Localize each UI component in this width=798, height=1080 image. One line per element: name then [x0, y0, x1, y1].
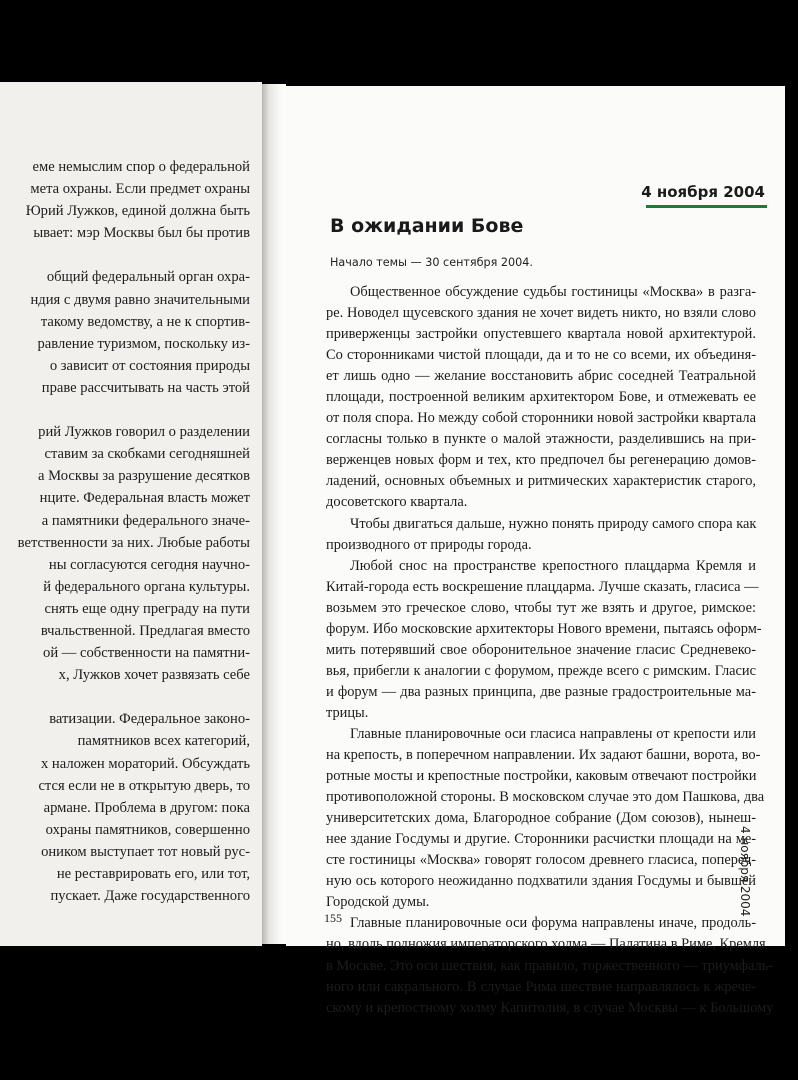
left-text-line: стся если не в открытую дверь, то: [38, 777, 250, 794]
article-body-line: Чтобы двигаться дальше, нужно понять природу самого спора как: [350, 515, 757, 532]
left-text-line: ветственности за них. Любые работы: [17, 534, 250, 551]
left-page: [0, 82, 262, 946]
left-text-line: снять еще одну преграду на пути: [44, 600, 250, 617]
left-text-line: ставим за скобками сегодняшней: [44, 446, 250, 463]
article-body-line: площади, построенной великим архитектором Бове, и отмежевать ее: [326, 389, 756, 406]
article-body-line: трицы.: [326, 704, 369, 721]
article-body-line: университетских дома, Благородное собрание (Дом союзов), нынеш-: [326, 810, 756, 827]
book-spine: [262, 84, 286, 944]
article-body-line: скому и крепостному холму Капитолия, в случае Москвы — к Большому: [326, 999, 774, 1016]
left-text-line: оником выступает тот новый рус-: [41, 843, 250, 860]
article-body-line: ного или сакрального. В случае Рима шествие направлялось к жрече-: [326, 978, 756, 995]
article-body-line: сте гостиницы «Москва» говорят голосом древнего гласиса, попереч-: [326, 852, 756, 869]
left-text-line: о зависит от состояния природы: [49, 357, 250, 374]
article-body-line: мить потерявший свое оборонительное значение гласис Средневеко-: [326, 641, 756, 658]
header-rule: [646, 205, 767, 208]
topic-start: Начало темы — 30 сентября 2004.: [330, 256, 533, 269]
left-text-line: общий федеральный орган охра-: [46, 269, 250, 286]
left-text-line: вчальственной. Предлагая вместо: [40, 622, 250, 639]
right-page: [286, 86, 785, 1016]
left-text-line: й федерального органа культуры.: [43, 578, 250, 595]
article-body-line: ладений, основных объемных и ритмических характеристик старого,: [326, 473, 756, 490]
left-text-line: ндия с двумя равно значительными: [30, 291, 250, 308]
left-text-line: не реставрировать его, или тот,: [56, 866, 250, 882]
left-text-line: охраны памятников, совершенно: [45, 821, 250, 838]
left-text-line: ватизации. Федеральное законо-: [49, 711, 250, 728]
left-text-line: [0, 399, 250, 421]
article-body-line: ре. Новодел щусевского здания не хочет видеть никто, но взяли слово: [326, 305, 756, 322]
article-body-line: Китай-города есть воскрешение плацдарма. Лучше сказать, гласиса —: [326, 578, 759, 595]
left-text-line: такому ведомству, а не к спортив-: [40, 313, 250, 330]
article-body-line: приверженцы застройки опустевшего квартала новой архитектурой.: [326, 326, 756, 343]
article-body-line: нее здание Госдумы и другие. Сторонники расчистки площади на ме-: [326, 831, 756, 848]
left-text-line: памятников всех категорий,: [77, 733, 250, 750]
left-text-line: армане. Проблема в другом: пока: [43, 799, 250, 816]
left-text-line: Юрий Лужков, единой должна быть: [25, 203, 250, 220]
article-body-line: Городской думы.: [326, 894, 430, 911]
article-body-line: форум. Ибо московские архитекторы Нового времени, пытаясь оформ-: [326, 620, 762, 637]
article-body-line: ет лишь одно — желание восстановить абрис соседней Театральной: [326, 368, 756, 385]
left-text-line: а Москвы за разрушение десятков: [38, 468, 250, 485]
left-text-line: еме немыслим спор о федеральной: [32, 159, 250, 175]
article-body-line: на крепость, в поперечном направлении. Их задают башни, ворота, во-: [326, 747, 761, 764]
article-body-line: Любой снос на пространстве крепостного плацдарма Кремля и: [350, 557, 756, 574]
left-text-line: [0, 686, 250, 708]
article-title: В ожидании Бове: [330, 215, 524, 237]
article-body-line: но, вдоль подножия императорского холма — Палатина в Риме, Кремля: [326, 936, 766, 953]
left-text-line: ны согласуются сегодня научно-: [48, 556, 250, 573]
running-head: [738, 826, 798, 986]
article-body-line: согласны только в пункте о малой этажности, разделившись на при-: [326, 431, 756, 448]
left-text-line: мета охраны. Если предмет охраны: [30, 181, 250, 198]
left-text-line: ывает: мэр Москвы был бы против: [33, 225, 250, 242]
left-text-line: ой — собственности на памятни-: [43, 645, 250, 662]
page-number: 155: [324, 911, 342, 925]
left-text-line: х наложен мораторий. Обсуждать: [40, 755, 250, 772]
article-body-line: Общественное обсуждение судьбы гостиницы «Москва» в разга-: [350, 284, 756, 300]
left-text-line: нците. Федеральная власть может: [39, 490, 250, 507]
article-body-line: противоположной стороны. В московском случае это дом Пашкова, два: [326, 789, 765, 806]
left-text-line: пускает. Даже государственного: [50, 888, 250, 905]
article-body-line: возьмем это греческое слово, чтобы тут же взять и другое, римское:: [326, 599, 756, 616]
article-body-line: Главные планировочные оси форума направлены иначе, продоль-: [350, 915, 756, 932]
article-body-line: Главные планировочные оси гласиса направлены от крепости или: [350, 725, 756, 742]
article-body-line: от поля спора. Но между собой сторонники новой застройки квартала: [326, 410, 756, 427]
article-body-line: ную ось которого неожиданно подхватили здания Госдумы и бывшей: [326, 873, 756, 890]
article-body-line: Со сторонниками чистой площади, да и то не со всеми, их объединя-: [326, 347, 756, 364]
left-text-line: праве рассчитывать на часть этой: [41, 379, 250, 396]
article-body-line: верженцев новых форм и тех, кто предпочел бы регенерацию домов-: [326, 452, 756, 469]
running-head-text: 4 ноября 2004: [738, 826, 752, 917]
article-body-line: производного от природы города.: [326, 536, 532, 553]
header-date: 4 ноября 2004: [641, 183, 765, 201]
article-body-line: ротные мосты и крепостные постройки, каковым отвечают постройки: [326, 768, 757, 785]
article-body-line: вья, прибегли к аналогии с форумом, прежде всего с римским. Гласис: [326, 662, 756, 679]
left-page-text: [0, 156, 250, 907]
left-text-line: равление туризмом, поскольку из-: [37, 335, 250, 352]
left-text-line: рий Лужков говорил о разделении: [38, 424, 250, 441]
left-text-line: а памятники федерального значе-: [41, 512, 250, 529]
left-text-line: х, Лужков хочет развязать себе: [58, 667, 250, 684]
article-body-line: в Москве. Это оси шествия, как правило, торжественного — триумфаль-: [326, 957, 774, 974]
article-body: [326, 282, 774, 1019]
article-body-line: досоветского квартала.: [326, 494, 468, 511]
left-text-line: [0, 244, 250, 266]
article-body-line: и форум — два разных принципа, две разные градостроительные ма-: [326, 683, 756, 700]
